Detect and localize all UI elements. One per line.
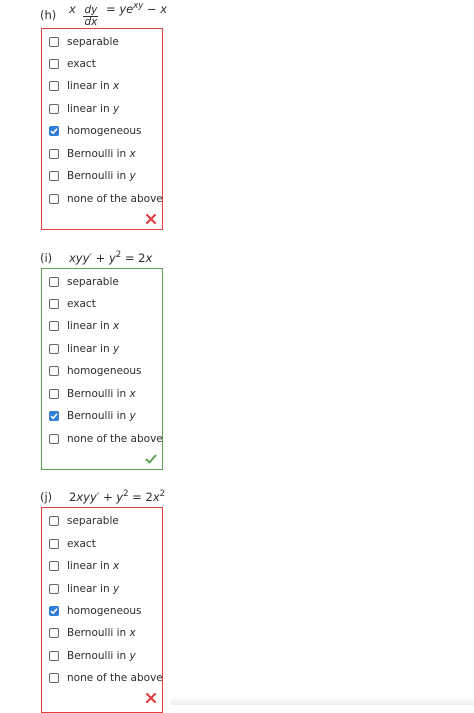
option-none[interactable]: none of the above	[49, 191, 163, 207]
option-linear-x[interactable]: linear in x	[49, 558, 119, 574]
option-linear-x[interactable]: linear in x	[49, 318, 119, 334]
checkbox[interactable]	[49, 344, 59, 354]
checkbox[interactable]	[49, 673, 59, 683]
question-j-label	[40, 490, 165, 504]
checkbox[interactable]	[49, 194, 59, 204]
checkmark-icon	[50, 412, 58, 420]
option-separable[interactable]: separable	[49, 274, 119, 290]
checkbox[interactable]	[49, 561, 59, 571]
option-exact[interactable]: exact	[49, 56, 96, 72]
question-letter: (i)	[40, 251, 53, 265]
option-bernoulli-y[interactable]: Bernoulli in y	[49, 408, 136, 424]
option-linear-y[interactable]: linear in y	[49, 341, 119, 357]
question-letter: (h)	[40, 8, 57, 22]
checkbox-checked[interactable]	[49, 411, 59, 421]
answer-box-h	[41, 28, 163, 230]
answer-box-j	[41, 507, 163, 713]
checkbox[interactable]	[49, 299, 59, 309]
option-exact[interactable]: exact	[49, 296, 96, 312]
checkbox[interactable]	[49, 539, 59, 549]
checkmark-icon	[50, 607, 58, 615]
checkbox[interactable]	[49, 149, 59, 159]
red-x-icon	[145, 213, 157, 225]
checkbox[interactable]	[49, 59, 59, 69]
checkbox[interactable]	[49, 628, 59, 638]
option-bernoulli-x[interactable]: Bernoulli in x	[49, 625, 136, 641]
option-none[interactable]: none of the above	[49, 431, 163, 447]
option-none[interactable]: none of the above	[49, 670, 163, 686]
question-i-equation: $xyy' + y^2 = 2x$	[69, 250, 153, 265]
checkbox[interactable]	[49, 389, 59, 399]
checkbox-checked[interactable]	[49, 126, 59, 136]
option-homogeneous[interactable]: homogeneous	[49, 123, 142, 139]
checkbox[interactable]	[49, 516, 59, 526]
checkbox[interactable]	[49, 171, 59, 181]
checkbox[interactable]	[49, 651, 59, 661]
green-check-icon	[145, 453, 157, 465]
checkbox-checked[interactable]	[49, 606, 59, 616]
option-linear-y[interactable]: linear in y	[49, 581, 119, 597]
option-linear-y[interactable]: linear in y	[49, 101, 119, 117]
question-h-label	[40, 2, 167, 28]
option-linear-x[interactable]: linear in x	[49, 78, 119, 94]
checkbox[interactable]	[49, 277, 59, 287]
option-separable[interactable]: separable	[49, 34, 119, 50]
question-j-equation: $2xyy' + y^2 = 2x^2$	[69, 489, 166, 504]
checkmark-icon	[50, 127, 58, 135]
checkbox[interactable]	[49, 366, 59, 376]
derivative-fraction: $\frac{dy}{dx}$	[84, 4, 98, 28]
option-separable[interactable]: separable	[49, 513, 119, 529]
checkbox[interactable]	[49, 434, 59, 444]
answer-box-i	[41, 268, 163, 470]
red-x-icon	[145, 692, 157, 704]
checkbox[interactable]	[49, 104, 59, 114]
option-bernoulli-y[interactable]: Bernoulli in y	[49, 168, 136, 184]
checkbox[interactable]	[49, 81, 59, 91]
option-homogeneous[interactable]: homogeneous	[49, 363, 142, 379]
option-bernoulli-x[interactable]: Bernoulli in x	[49, 146, 136, 162]
checkbox[interactable]	[49, 37, 59, 47]
checkbox[interactable]	[49, 321, 59, 331]
option-homogeneous[interactable]: homogeneous	[49, 603, 142, 619]
question-h-equation: x $\frac{dy}{dx}$ = $ye^{xy} - x$	[69, 1, 168, 28]
option-exact[interactable]: exact	[49, 536, 96, 552]
option-bernoulli-y[interactable]: Bernoulli in y	[49, 648, 136, 664]
checkbox[interactable]	[49, 584, 59, 594]
option-bernoulli-x[interactable]: Bernoulli in x	[49, 386, 136, 402]
bottom-shadow	[170, 697, 474, 705]
question-letter: (j)	[40, 490, 53, 504]
question-i-label	[40, 251, 152, 265]
